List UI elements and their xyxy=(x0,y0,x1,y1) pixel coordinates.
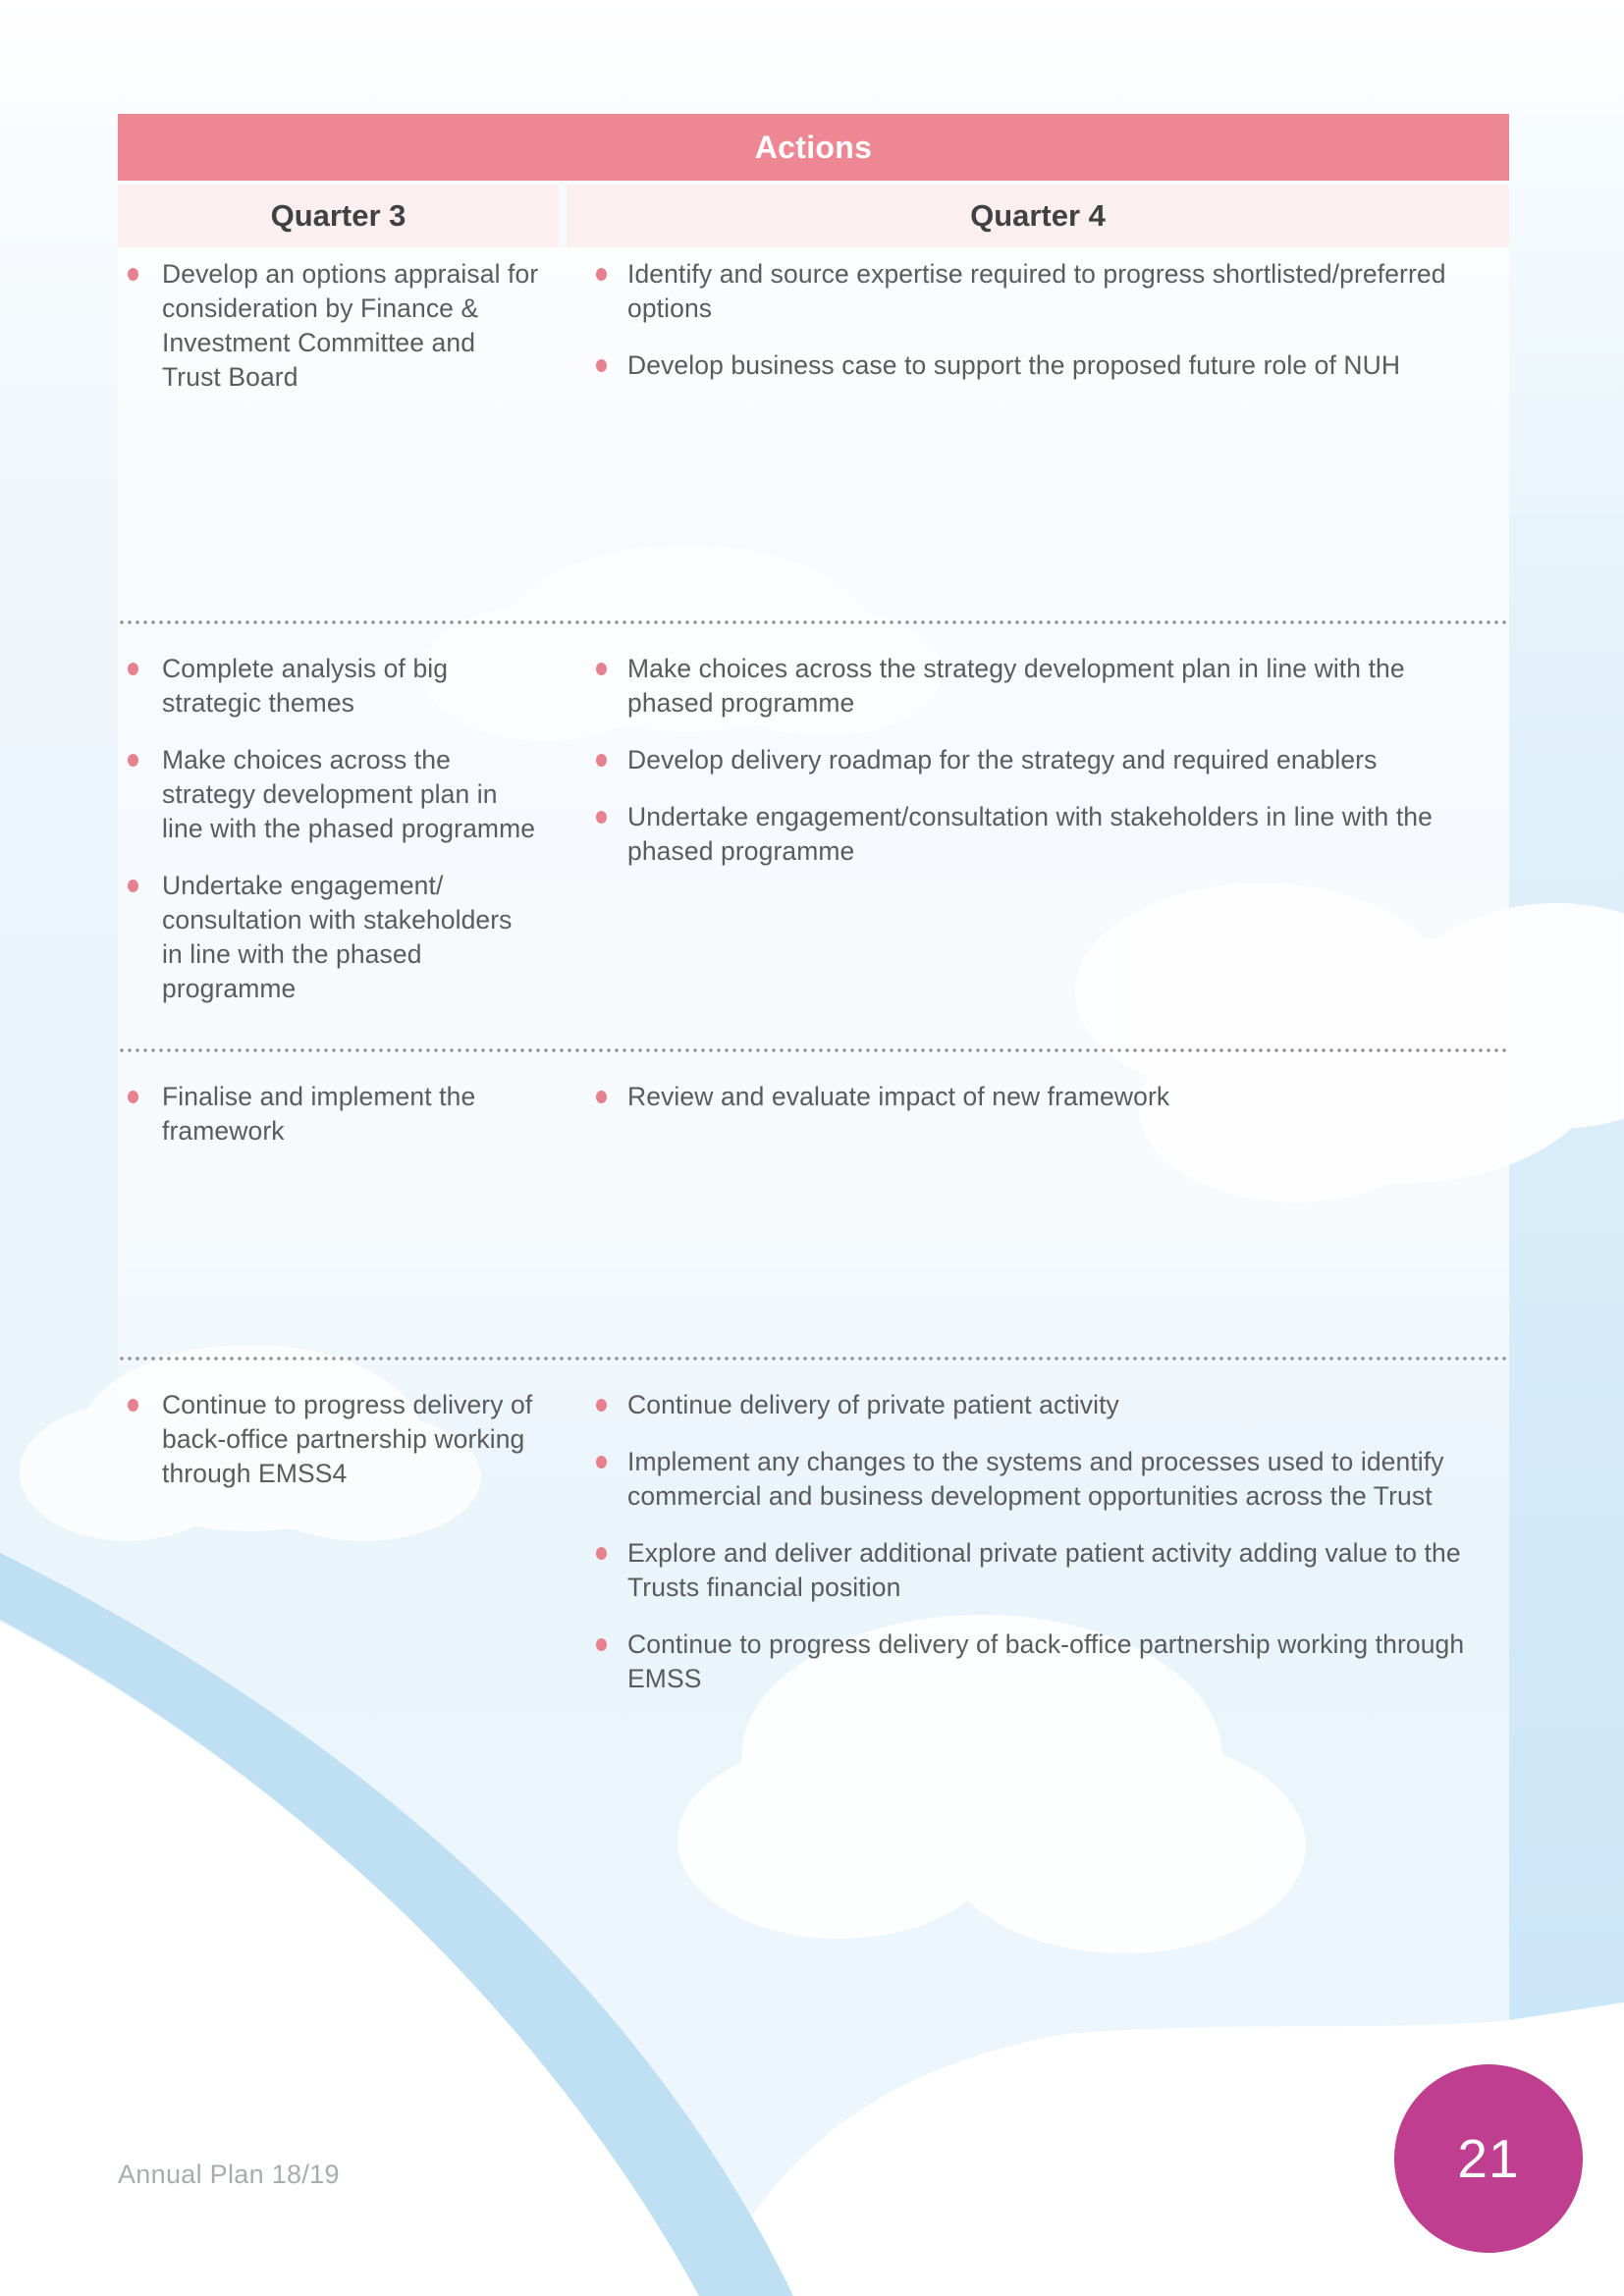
bullet-icon xyxy=(596,811,607,824)
action-item xyxy=(118,869,559,1006)
bullet-icon xyxy=(596,359,607,372)
bullet-icon xyxy=(128,880,138,892)
quarter-4-cell xyxy=(559,1080,1509,1357)
action-item xyxy=(580,800,1484,869)
action-text: Develop an options appraisal for consideration by Finance & Investment Committee and Trust Board xyxy=(162,259,539,392)
action-item xyxy=(118,1388,559,1491)
action-text: Continue delivery of private patient activity xyxy=(627,1390,1119,1419)
quarter-3-cell xyxy=(118,1388,559,1910)
bullet-icon xyxy=(128,268,138,281)
table-title: Actions xyxy=(754,129,873,165)
action-item xyxy=(118,743,559,846)
bullet-icon xyxy=(596,754,607,767)
action-text: Finalise and implement the framework xyxy=(162,1082,476,1146)
action-item xyxy=(580,743,1484,777)
action-text: Implement any changes to the systems and processes used to identify commercial and business development opportunities across the Trust xyxy=(627,1447,1444,1511)
action-text: Make choices across the strategy development plan in line with the phased programme xyxy=(162,745,536,843)
bullet-icon xyxy=(128,754,138,767)
bullet-icon xyxy=(596,1547,607,1560)
table-row xyxy=(118,247,1509,620)
action-item xyxy=(118,652,559,721)
bullet-icon xyxy=(128,1399,138,1412)
bullet-icon xyxy=(596,1456,607,1468)
quarter-3-cell xyxy=(118,257,559,620)
action-text: Develop business case to support the proposed future role of NUH xyxy=(627,350,1401,380)
action-item xyxy=(118,257,559,395)
action-text: Develop delivery roadmap for the strategy and required enablers xyxy=(627,745,1378,774)
quarter-4-cell xyxy=(559,1388,1509,1910)
action-item xyxy=(580,1388,1484,1422)
bullet-icon xyxy=(596,1638,607,1651)
action-item xyxy=(580,1628,1484,1696)
footer-document-title: Annual Plan 18/19 xyxy=(118,2160,340,2189)
action-text: Undertake engagement/consultation with stakeholders in line with the phased programme xyxy=(627,802,1433,866)
action-text: Continue to progress delivery of back-office partnership working through EMSS xyxy=(627,1629,1465,1693)
action-text: Identify and source expertise required to progress shortlisted/preferred options xyxy=(627,259,1446,323)
action-text: Explore and deliver additional private patient activity adding value to the Trusts financial position xyxy=(627,1538,1461,1602)
quarter-3-cell xyxy=(118,652,559,1048)
page-number-badge xyxy=(1394,2064,1583,2253)
table-row xyxy=(118,1052,1509,1357)
action-item xyxy=(580,257,1484,326)
action-text: Complete analysis of big strategic themes xyxy=(162,654,449,718)
action-item xyxy=(580,348,1484,383)
action-item xyxy=(580,1536,1484,1605)
actions-table xyxy=(118,114,1509,1910)
column-header-quarter-4: Quarter 4 xyxy=(567,185,1509,247)
action-text: Make choices across the strategy development plan in line with the phased programme xyxy=(627,654,1405,718)
table-row xyxy=(118,1361,1509,1910)
table-title-bar xyxy=(118,114,1509,181)
column-header-row xyxy=(118,185,1509,247)
action-item xyxy=(580,652,1484,721)
bullet-icon xyxy=(596,1091,607,1103)
table-body xyxy=(118,247,1509,1910)
bullet-icon xyxy=(596,663,607,675)
quarter-4-cell xyxy=(559,652,1509,1048)
action-text: Review and evaluate impact of new framework xyxy=(627,1082,1170,1111)
action-text: Continue to progress delivery of back-office partnership working through EMSS4 xyxy=(162,1390,533,1488)
action-item xyxy=(118,1080,559,1148)
quarter-4-cell xyxy=(559,257,1509,620)
quarter-3-cell xyxy=(118,1080,559,1357)
action-item xyxy=(580,1445,1484,1514)
bullet-icon xyxy=(128,663,138,675)
action-text: Undertake engagement/ consultation with stakeholders in line with the phased programme xyxy=(162,871,513,1003)
table-row xyxy=(118,624,1509,1048)
page-number: 21 xyxy=(1457,2128,1520,2189)
bullet-icon xyxy=(128,1091,138,1103)
bullet-icon xyxy=(596,1399,607,1412)
column-header-quarter-3: Quarter 3 xyxy=(118,185,559,247)
bullet-icon xyxy=(596,268,607,281)
action-item xyxy=(580,1080,1484,1114)
